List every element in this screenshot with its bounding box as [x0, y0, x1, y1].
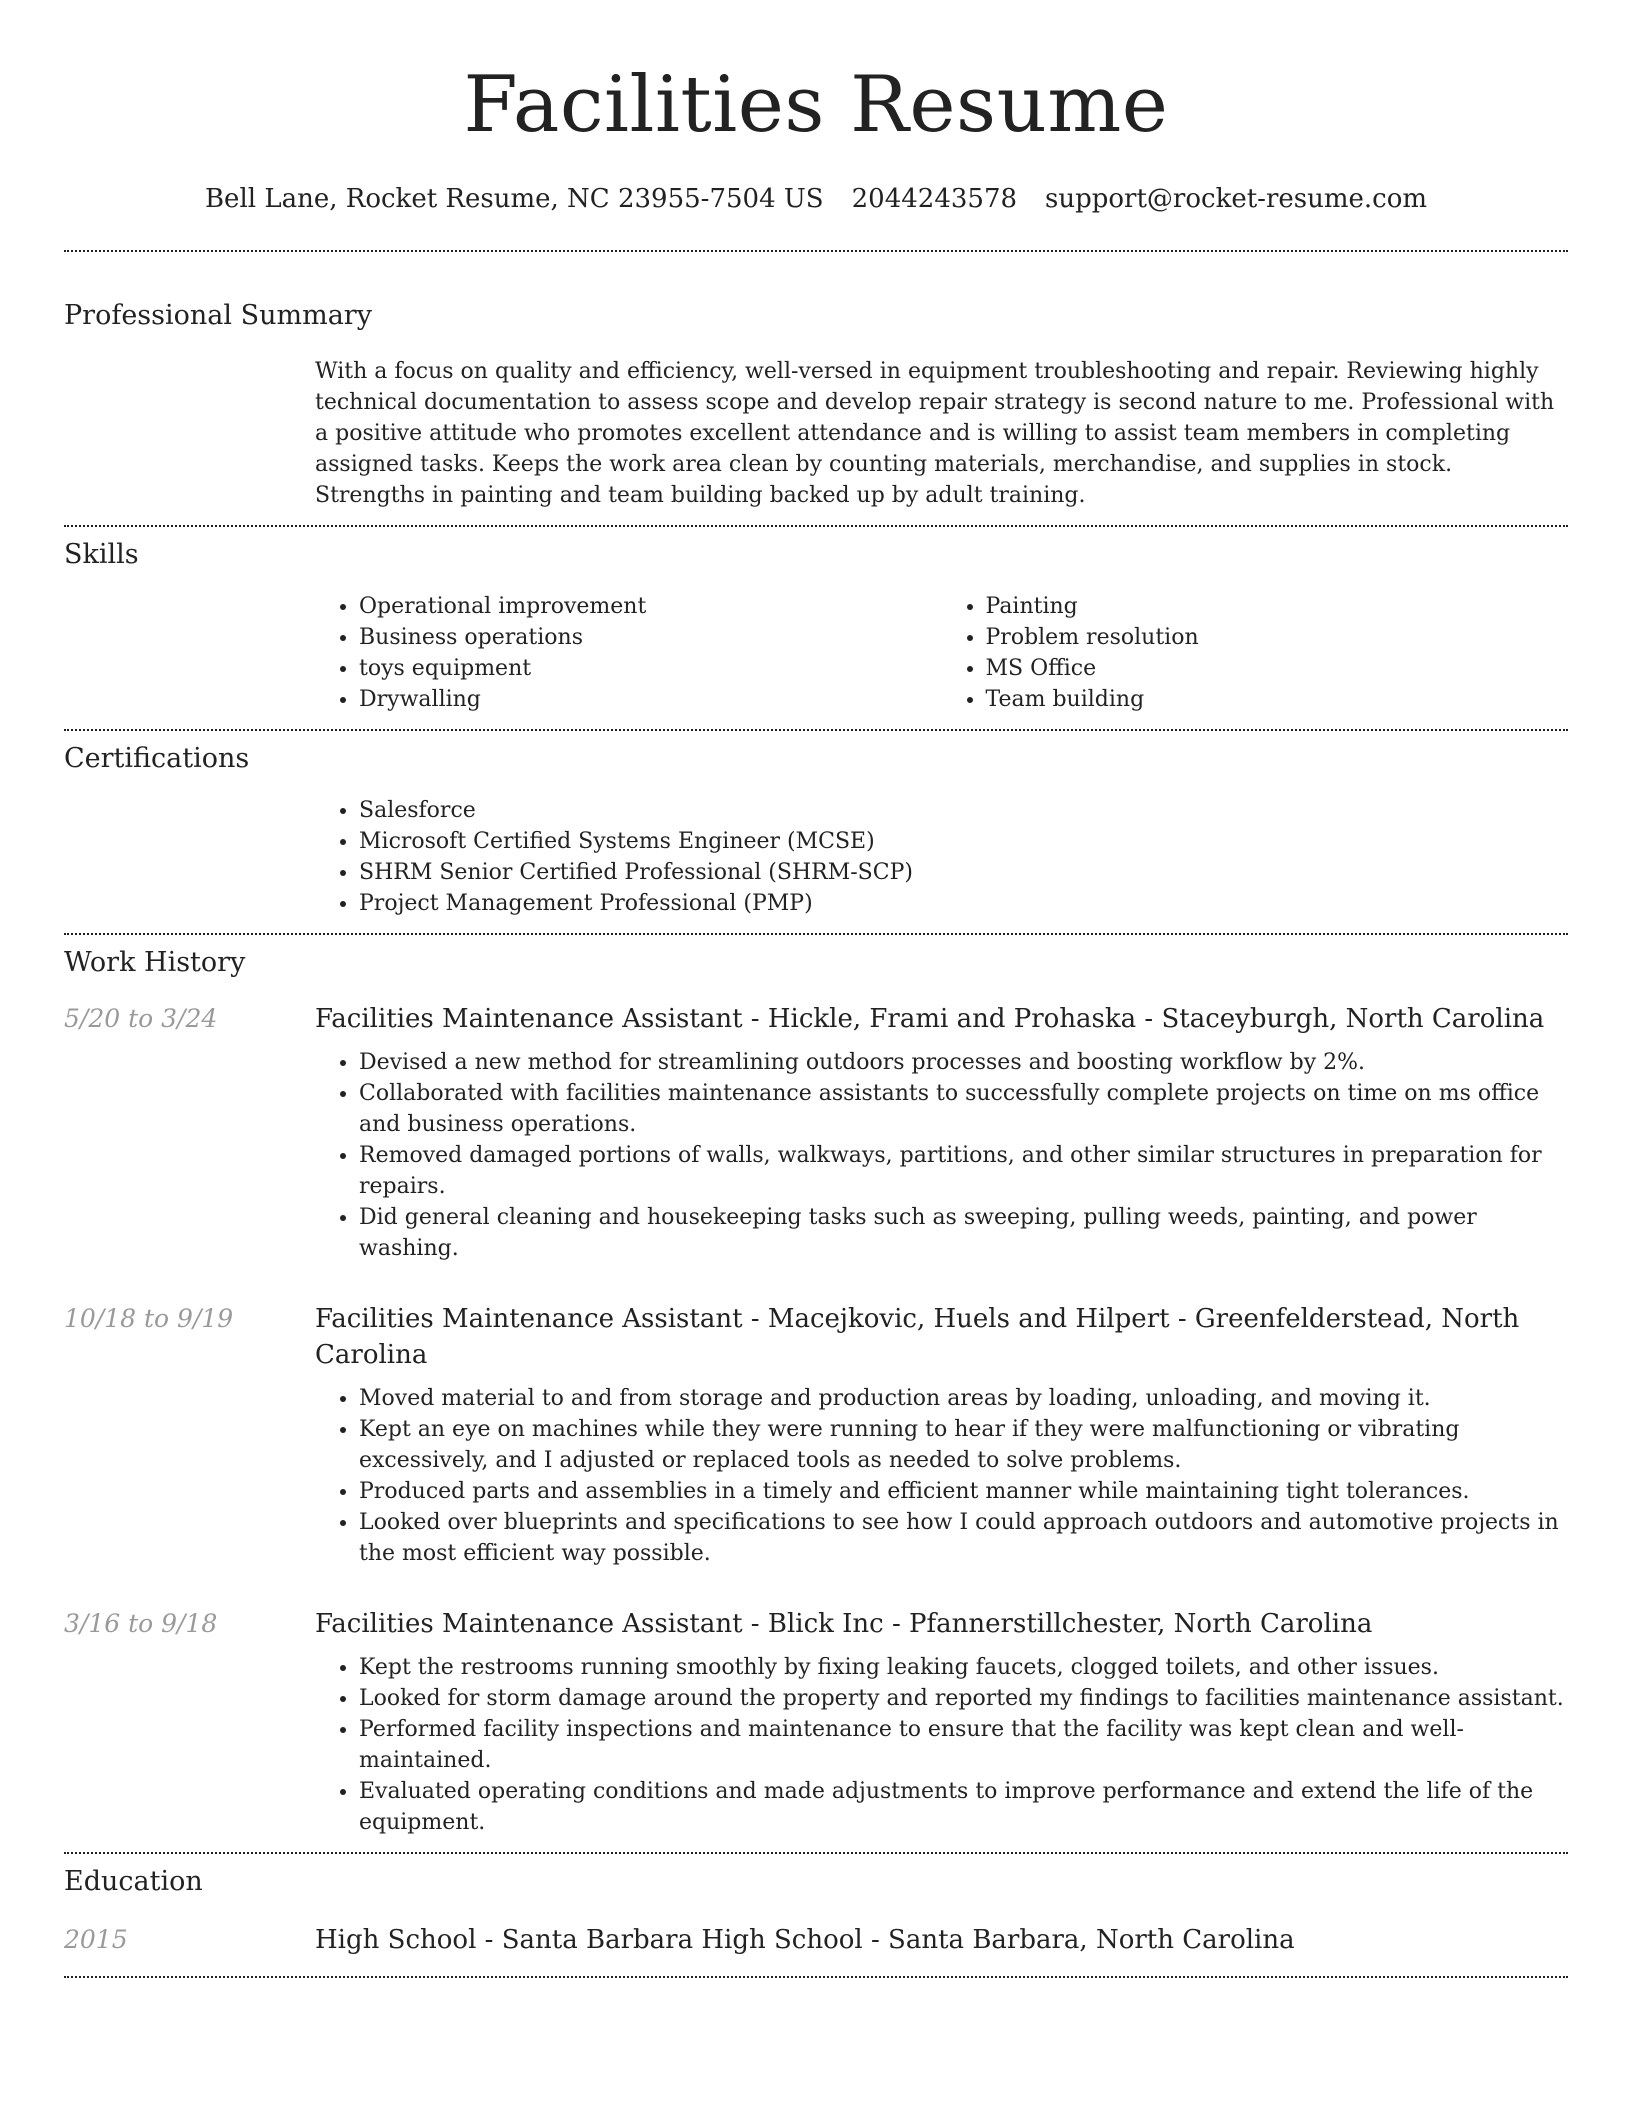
certifications-heading: Certifications	[64, 743, 250, 774]
job-bullet: • Collaborated with facilities maintenance assistants to successfully complete projects on time on ms office and business operations.	[359, 1078, 1568, 1140]
job-bullet: • Devised a new method for streamlining outdoors processes and boosting workflow by 2%.	[359, 1047, 1568, 1078]
job-bullets	[315, 1047, 1568, 1264]
job-bullet: • Kept the restrooms running smoothly by fixing leaking faucets, clogged toilets, and other issues.	[359, 1652, 1568, 1683]
skill-item: • Painting	[986, 591, 1569, 622]
skills-section	[64, 527, 1568, 729]
job-bullet: • Looked for storm damage around the property and reported my findings to facilities maintenance assistant.	[359, 1683, 1568, 1714]
certification-item: • Salesforce	[359, 795, 1568, 826]
job-title: Facilities Maintenance Assistant - Macejkovic, Huels and Hilpert - Greenfelderstead, North Carolina	[315, 1304, 1520, 1370]
skill-item: • Team building	[986, 684, 1569, 715]
job-bullets	[315, 1383, 1568, 1569]
work-history-section	[64, 935, 1568, 1852]
job-title: Facilities Maintenance Assistant - Blick Inc - Pfannerstillchester, North Carolina	[315, 1609, 1373, 1639]
job-bullet: • Moved material to and from storage and production areas by loading, unloading, and moving it.	[359, 1383, 1568, 1414]
job-date: 3/16 to 9/18	[64, 1609, 218, 1638]
job-bullet: • Performed facility inspections and maintenance to ensure that the facility was kept clean and well-maintained.	[359, 1714, 1568, 1776]
summary-heading: Professional Summary	[64, 300, 372, 331]
job-bullet: • Removed damaged portions of walls, walkways, partitions, and other similar structures in preparation for repairs.	[359, 1140, 1568, 1202]
skills-heading: Skills	[64, 539, 139, 570]
job-bullet: • Kept an eye on machines while they were running to hear if they were malfunctioning or vibrating excessively, and I adjusted or replaced tools as needed to solve problems.	[359, 1414, 1568, 1476]
skill-item: • MS Office	[986, 653, 1569, 684]
education-date: 2015	[64, 1925, 128, 1954]
job-bullet: • Evaluated operating conditions and made adjustments to improve performance and extend the life of the equipment.	[359, 1776, 1568, 1838]
job-body	[315, 1301, 1568, 1569]
summary-text: With a focus on quality and efficiency, well-versed in equipment troubleshooting and repair. Reviewing highly technical documentation to assess scope and develop repair strategy is second nature to me. Professional with a positive attitude who promotes excellent attendance and is willing to assist team members in completing assigned tasks. Keeps the work area clean by counting materials, merchandise, and supplies in stock. Strengths in painting and team building backed up by adult training.	[315, 359, 1555, 508]
skill-item: • Problem resolution	[986, 622, 1569, 653]
contact-phone: 2044243578	[851, 184, 1018, 214]
education-title: High School - Santa Barbara High School - Santa Barbara, North Carolina	[315, 1925, 1295, 1955]
certifications-section	[64, 731, 1568, 933]
education-section	[64, 1854, 1568, 1976]
job-body	[315, 1606, 1568, 1838]
education-entry	[64, 1922, 1568, 1976]
education-body	[315, 1922, 1568, 1958]
job-title: Facilities Maintenance Assistant - Hickle, Frami and Prohaska - Staceyburgh, North Carolina	[315, 1004, 1545, 1034]
certification-item: • SHRM Senior Certified Professional (SHRM-SCP)	[359, 857, 1568, 888]
certifications-list	[315, 795, 1568, 919]
job-body	[315, 1001, 1568, 1264]
resume-title: Facilities Resume	[463, 60, 1169, 150]
job-bullet: • Did general cleaning and housekeeping tasks such as sweeping, pulling weeds, painting, and power washing.	[359, 1202, 1568, 1264]
job-bullet: • Looked over blueprints and specifications to see how I could approach outdoors and automotive projects in the most efficient way possible.	[359, 1507, 1568, 1569]
skill-item: • Business operations	[359, 622, 942, 653]
contact-address: Bell Lane, Rocket Resume, NC 23955-7504 US	[204, 184, 824, 214]
job-entry	[64, 1301, 1568, 1569]
summary-section	[64, 252, 1568, 525]
job-entry	[64, 1606, 1568, 1852]
contact-line	[64, 182, 1568, 216]
skills-list-left	[315, 591, 942, 715]
skill-item: • Drywalling	[359, 684, 942, 715]
education-heading: Education	[64, 1866, 203, 1897]
work-history-heading: Work History	[64, 947, 246, 978]
divider	[64, 1976, 1568, 1978]
skills-list-right	[942, 591, 1569, 715]
skill-item: • Operational improvement	[359, 591, 942, 622]
job-date: 10/18 to 9/19	[64, 1304, 234, 1333]
job-date: 5/20 to 3/24	[64, 1004, 218, 1033]
job-bullet: • Produced parts and assemblies in a timely and efficient manner while maintaining tight tolerances.	[359, 1476, 1568, 1507]
job-bullets	[315, 1652, 1568, 1838]
job-entry	[64, 1001, 1568, 1264]
contact-email[interactable]: support@rocket-resume.com	[1045, 184, 1428, 214]
certification-item: • Project Management Professional (PMP)	[359, 888, 1568, 919]
skills-grid	[315, 591, 1568, 729]
certification-item: • Microsoft Certified Systems Engineer (MCSE)	[359, 826, 1568, 857]
certifications-list-wrap	[315, 795, 1568, 933]
skill-item: • toys equipment	[359, 653, 942, 684]
